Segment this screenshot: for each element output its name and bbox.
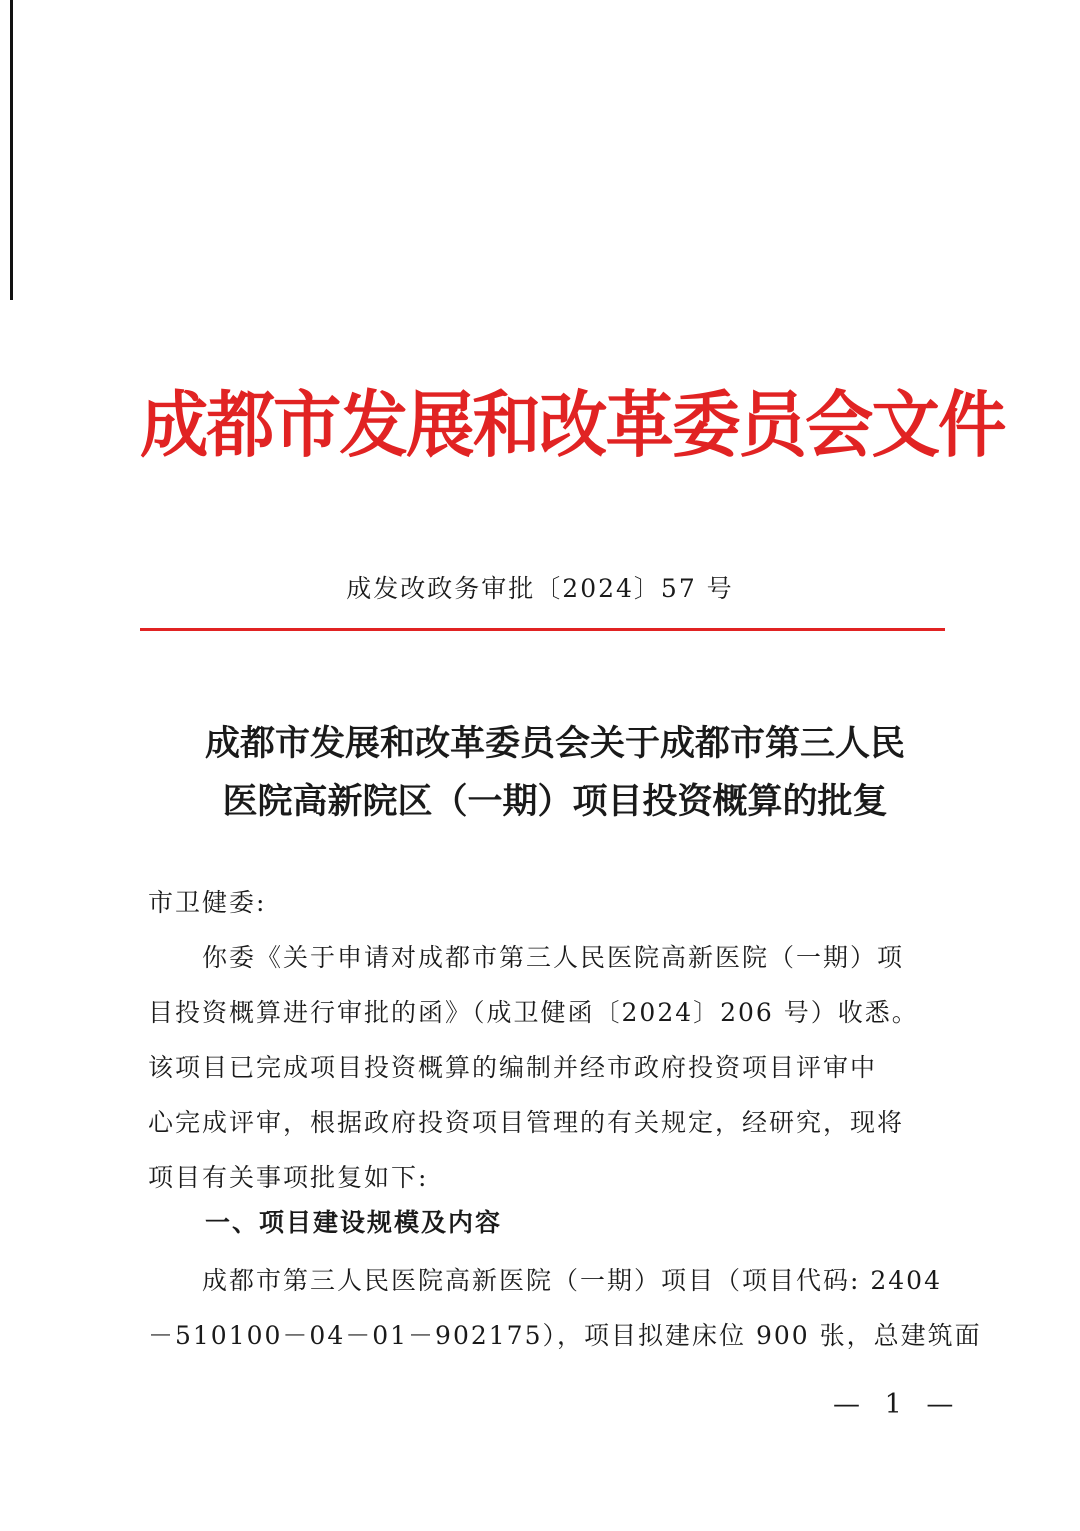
paragraph-line: 心完成评审，根据政府投资项目管理的有关规定，经研究，现将 [148,1108,905,1137]
title-line-1: 成都市发展和改革委员会关于成都市第三人民 [204,724,905,764]
paragraph-scope [148,1253,982,1363]
paragraph-line: 项目有关事项批复如下: [148,1163,429,1192]
document-title [140,715,970,831]
paragraph-line: 目投资概算进行审批的函》（成卫健函〔2024〕206 号）收悉。 [148,998,919,1027]
paragraph-intro [148,930,919,1205]
title-line-2: 医院高新院区（一期）项目投资概算的批复 [222,782,888,822]
paragraph-line: 该项目已完成项目投资概算的编制并经市政府投资项目评审中 [148,1053,878,1082]
issuer-banner: 成都市发展和改革委员会文件 [140,383,1005,467]
paragraph-line: 成都市第三人民医院高新医院（一期）项目（项目代码: 2404 [148,1266,942,1295]
page-number: — 1 — [833,1389,962,1420]
scan-edge-mark [10,0,13,300]
recipient: 市卫健委: [148,888,267,917]
paragraph-line: 你委《关于申请对成都市第三人民医院高新医院（一期）项 [148,943,905,972]
red-divider [140,628,945,631]
document-number: 成发改政务审批〔2024〕57 号 [346,574,734,603]
section-heading: 一、项目建设规模及内容 [205,1208,503,1237]
paragraph-line: －510100－04－01－902175），项目拟建床位 900 张，总建筑面 [148,1321,982,1350]
